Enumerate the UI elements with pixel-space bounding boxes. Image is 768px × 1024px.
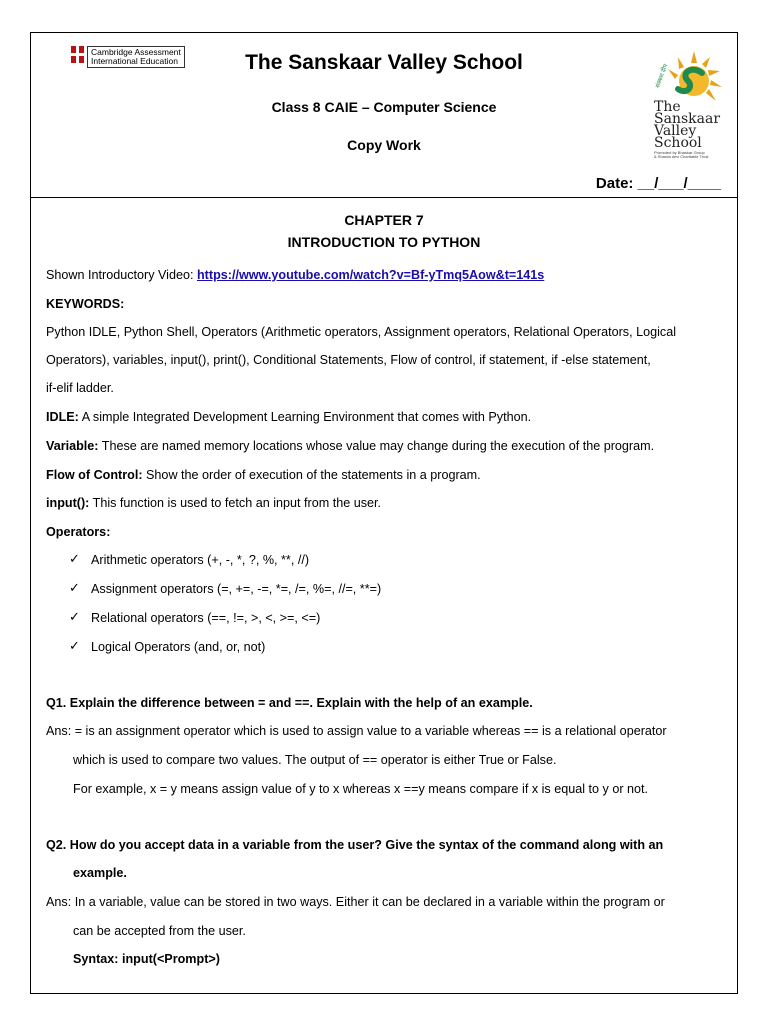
operator-item: Logical Operators (and, or, not) <box>91 640 266 654</box>
keywords-line2: Operators), variables, input(), print(), Conditional Statements, Flow of control, if statement, if -else statement, <box>46 353 651 367</box>
logo-line3: Valley <box>654 123 697 139</box>
logo-tag1: Promoted by Bhaskar Group <box>654 150 705 155</box>
q2-answer-line2: can be accepted from the user. <box>73 924 246 938</box>
checkmark-icon: ✓ <box>69 638 80 653</box>
checkmark-icon: ✓ <box>69 609 80 624</box>
chapter-title: INTRODUCTION TO PYTHON <box>287 234 481 250</box>
logo-line4: School <box>654 135 702 151</box>
operators-heading: Operators: <box>46 525 111 539</box>
logo-wordmark <box>654 101 720 149</box>
q2-answer-line1: Ans: In a variable, value can be stored in two ways. Either it can be declared in a variable within the program or <box>46 895 665 909</box>
date-field: Date: __/___/____ <box>595 175 721 192</box>
school-logo <box>646 49 728 159</box>
q1-question: Q1. Explain the difference between = and ==. Explain with the help of an example. <box>46 696 533 710</box>
logo-line2: Sanskaar <box>654 111 721 127</box>
q1-answer-line1: Ans: = is an assignment operator which is used to assign value to a variable whereas == is a relational operator <box>46 724 667 738</box>
definition-variable <box>46 439 654 453</box>
definition-text: These are named memory locations whose value may change during the execution of the program. <box>98 439 655 453</box>
school-name: The Sanskaar Valley School <box>245 51 523 74</box>
logo-line1: The <box>654 99 681 115</box>
cambridge-line1: Cambridge Assessment <box>91 47 181 57</box>
q2-question-line2: example. <box>73 866 127 880</box>
definition-term: input(): <box>46 496 90 510</box>
definition-idle <box>46 410 531 424</box>
keywords-line1: Python IDLE, Python Shell, Operators (Arithmetic operators, Assignment operators, Relational Operators, Logical <box>46 325 676 339</box>
content-box <box>30 198 738 994</box>
q2-question-line1: Q2. How do you accept data in a variable from the user? Give the syntax of the command along with an <box>46 838 664 852</box>
operator-item: Relational operators (==, !=, >, <, >=, <=) <box>91 611 321 625</box>
svg-text:संस्कार दीप: संस्कार दीप <box>655 63 670 89</box>
chapter-number: CHAPTER 7 <box>344 212 424 228</box>
video-label: Shown Introductory Video: <box>46 268 197 282</box>
keywords-line3: if-elif ladder. <box>46 381 114 395</box>
header-box <box>30 32 738 198</box>
video-link[interactable]: https://www.youtube.com/watch?v=Bf-yTmq5Aow&t=141s <box>196 268 545 282</box>
q2-syntax: Syntax: input(<Prompt>) <box>73 952 220 966</box>
definition-flow-of-control <box>46 468 481 482</box>
definition-term: Flow of Control: <box>46 468 143 482</box>
operator-item: Assignment operators (=, +=, -=, *=, /=, %=, //=, **=) <box>91 582 382 596</box>
definition-term: IDLE: <box>46 410 79 424</box>
video-line <box>46 268 544 282</box>
copy-work-label: Copy Work <box>347 137 421 153</box>
definition-text: A simple Integrated Development Learning Environment that comes with Python. <box>78 410 532 424</box>
logo-tag2: & Sharda devi Charitable Trust <box>654 154 709 159</box>
keywords-heading: KEYWORDS: <box>46 297 125 311</box>
definition-text: Show the order of execution of the statements in a program. <box>142 468 481 482</box>
definition-input <box>46 496 381 510</box>
q1-answer-line2: which is used to compare two values. The output of == operator is either True or False. <box>73 753 557 767</box>
checkmark-icon: ✓ <box>69 551 80 566</box>
definition-text: This function is used to fetch an input from the user. <box>89 496 382 510</box>
q1-answer-line3: For example, x = y means assign value of y to x whereas x ==y means compare if x is equal to y or not. <box>73 782 649 796</box>
checkmark-icon: ✓ <box>69 580 80 595</box>
cambridge-line2: International Education <box>91 56 178 66</box>
definition-term: Variable: <box>46 439 99 453</box>
class-line: Class 8 CAIE – Computer Science <box>271 99 497 115</box>
logo-tagline <box>654 151 724 159</box>
operator-item: Arithmetic operators (+, -, *, ?, %, **, //) <box>91 553 310 567</box>
